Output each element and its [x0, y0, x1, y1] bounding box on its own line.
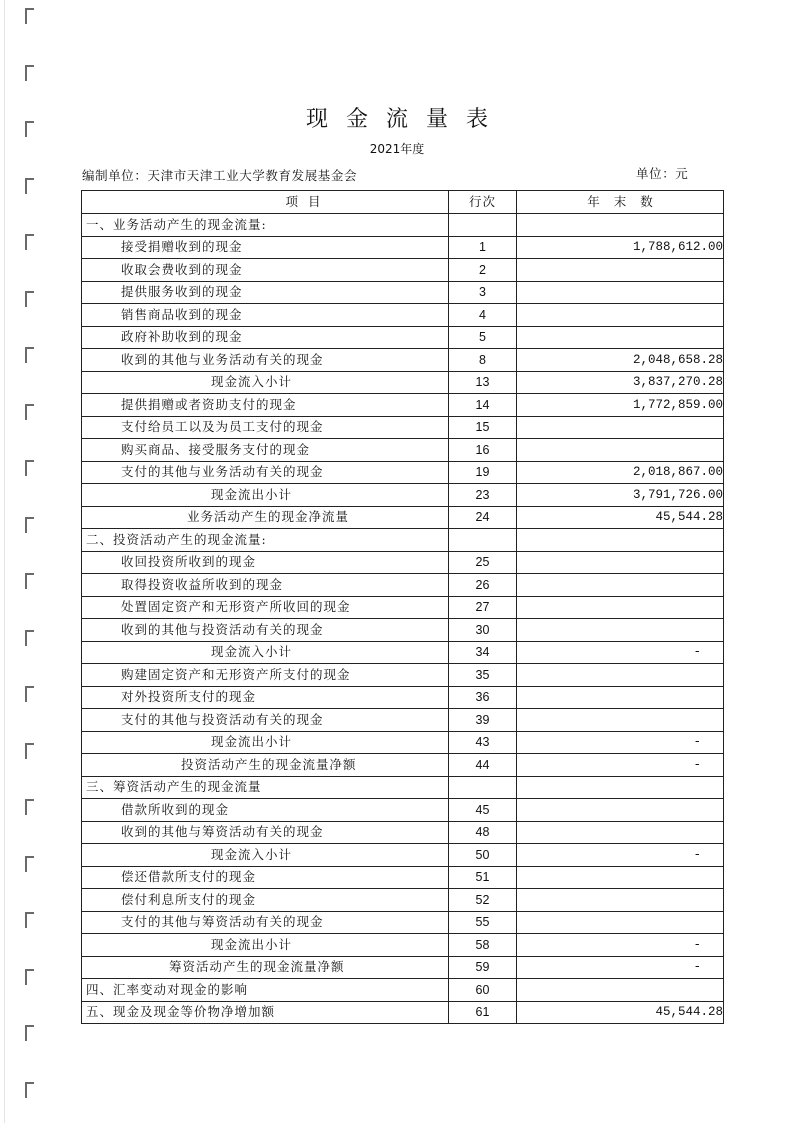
binding-mark: [25, 1082, 34, 1098]
row-line-number: 35: [449, 664, 517, 687]
row-line-number: 24: [449, 506, 517, 529]
table-row: [82, 304, 724, 327]
table-row: [82, 686, 724, 709]
row-amount: 2,048,658.28: [517, 349, 724, 372]
table-row: [82, 866, 724, 889]
table-row: [82, 371, 724, 394]
binding-mark: [25, 404, 34, 420]
row-amount: [517, 821, 724, 844]
table-row: [82, 394, 724, 417]
row-item-label: 收到的其他与业务活动有关的现金: [82, 349, 449, 372]
row-item-label: 政府补助收到的现金: [82, 326, 449, 349]
table-row: [82, 281, 724, 304]
row-amount: [517, 304, 724, 327]
row-amount: [517, 574, 724, 597]
row-amount: [517, 979, 724, 1002]
binding-mark: [25, 460, 34, 476]
row-amount: 45,544.28: [517, 1001, 724, 1024]
row-line-number: 13: [449, 371, 517, 394]
table-row: [82, 641, 724, 664]
row-item-label: 支付的其他与筹资活动有关的现金: [82, 911, 449, 934]
table-header-row: [82, 191, 724, 214]
row-item-label: 偿还借款所支付的现金: [82, 866, 449, 889]
binding-mark: [25, 347, 34, 363]
table-row: [82, 934, 724, 957]
row-amount: [517, 911, 724, 934]
table-row: [82, 664, 724, 687]
net-flow-label: 投资活动产生的现金流量净额: [82, 754, 449, 777]
row-line-number: 60: [449, 979, 517, 1002]
row-item-label: 处置固定资产和无形资产所收回的现金: [82, 596, 449, 619]
row-item-label: 购买商品、接受服务支付的现金: [82, 439, 449, 462]
table-row: [82, 911, 724, 934]
table-row: [82, 821, 724, 844]
row-amount: -: [517, 934, 724, 957]
row-line-number: 23: [449, 484, 517, 507]
row-item-label: 借款所收到的现金: [82, 799, 449, 822]
subtotal-label: 现金流出小计: [82, 731, 449, 754]
binding-mark: [25, 856, 34, 872]
binding-mark: [25, 969, 34, 985]
row-line-number: 50: [449, 844, 517, 867]
row-amount: [517, 709, 724, 732]
binding-mark: [25, 630, 34, 646]
row-item-label: 销售商品收到的现金: [82, 304, 449, 327]
scan-edge-shadow: [4, 0, 5, 1123]
subtotal-label: 现金流出小计: [82, 934, 449, 957]
row-line-number: 2: [449, 259, 517, 282]
table-row: [82, 349, 724, 372]
row-amount: [517, 551, 724, 574]
row-line-number: 58: [449, 934, 517, 957]
table-row: [82, 889, 724, 912]
row-line-number: 44: [449, 754, 517, 777]
statement-period: 2021年度: [369, 142, 425, 156]
binding-mark: [25, 178, 34, 194]
binding-mark: [25, 1025, 34, 1041]
row-line-number: 26: [449, 574, 517, 597]
row-amount: [517, 686, 724, 709]
row-line-number: 27: [449, 596, 517, 619]
binding-mark: [25, 234, 34, 250]
table-row: [82, 979, 724, 1002]
row-line-number: 5: [449, 326, 517, 349]
binding-mark: [25, 8, 34, 24]
currency-unit-label: 单位：元: [636, 166, 689, 181]
row-item-label: 取得投资收益所收到的现金: [82, 574, 449, 597]
row-line-number: 43: [449, 731, 517, 754]
column-header-line-number: 行次: [449, 191, 517, 214]
subtotal-label: 现金流入小计: [82, 844, 449, 867]
row-amount: 45,544.28: [517, 506, 724, 529]
table-row: [82, 506, 724, 529]
section-heading: 三、筹资活动产生的现金流量: [82, 776, 449, 799]
row-line-number: [449, 776, 517, 799]
row-amount: 3,791,726.00: [517, 484, 724, 507]
table-row: [82, 619, 724, 642]
row-line-number: 1: [449, 236, 517, 259]
row-amount: [517, 416, 724, 439]
row-amount: -: [517, 641, 724, 664]
table-row: [82, 754, 724, 777]
row-line-number: 39: [449, 709, 517, 732]
row-amount: [517, 866, 724, 889]
row-line-number: 34: [449, 641, 517, 664]
table-row: [82, 326, 724, 349]
table-row: [82, 731, 724, 754]
subtotal-label: 现金流出小计: [82, 484, 449, 507]
row-amount: [517, 889, 724, 912]
table-row: [82, 416, 724, 439]
subtotal-label: 现金流入小计: [82, 371, 449, 394]
row-line-number: 8: [449, 349, 517, 372]
binding-mark: [25, 573, 34, 589]
row-line-number: 4: [449, 304, 517, 327]
row-item-label: 对外投资所支付的现金: [82, 686, 449, 709]
row-line-number: 36: [449, 686, 517, 709]
binding-mark: [25, 743, 34, 759]
row-line-number: 52: [449, 889, 517, 912]
row-line-number: 3: [449, 281, 517, 304]
row-amount: [517, 439, 724, 462]
row-item-label: 接受捐赠收到的现金: [82, 236, 449, 259]
row-amount: 2,018,867.00: [517, 461, 724, 484]
section-heading: 四、汇率变动对现金的影响: [82, 979, 449, 1002]
table-row: [82, 484, 724, 507]
net-flow-label: 筹资活动产生的现金流量净额: [82, 956, 449, 979]
row-line-number: 55: [449, 911, 517, 934]
cash-flow-table: [81, 190, 724, 1024]
binding-mark: [25, 686, 34, 702]
row-line-number: [449, 529, 517, 552]
row-amount: [517, 326, 724, 349]
table-row: [82, 529, 724, 552]
row-line-number: 14: [449, 394, 517, 417]
table-row: [82, 799, 724, 822]
row-amount: [517, 529, 724, 552]
row-amount: [517, 776, 724, 799]
table-row: [82, 259, 724, 282]
table-row: [82, 574, 724, 597]
table-row: [82, 1001, 724, 1024]
row-amount: 1,772,859.00: [517, 394, 724, 417]
row-amount: 1,788,612.00: [517, 236, 724, 259]
table-row: [82, 439, 724, 462]
binding-mark: [25, 912, 34, 928]
table-row: [82, 956, 724, 979]
binding-mark: [25, 65, 34, 81]
row-item-label: 提供服务收到的现金: [82, 281, 449, 304]
row-amount: [517, 281, 724, 304]
row-line-number: [449, 214, 517, 237]
binding-mark: [25, 799, 34, 815]
row-line-number: 59: [449, 956, 517, 979]
row-item-label: 提供捐赠或者资助支付的现金: [82, 394, 449, 417]
row-line-number: 30: [449, 619, 517, 642]
column-header-item: 项目: [82, 191, 449, 214]
binding-marks: [25, 8, 34, 1098]
row-amount: [517, 214, 724, 237]
table-row: [82, 709, 724, 732]
net-flow-label: 业务活动产生的现金净流量: [82, 506, 449, 529]
row-line-number: 15: [449, 416, 517, 439]
row-amount: [517, 619, 724, 642]
section-heading: 一、业务活动产生的现金流量:: [82, 214, 449, 237]
table-row: [82, 776, 724, 799]
row-amount: 3,837,270.28: [517, 371, 724, 394]
table-row: [82, 596, 724, 619]
row-item-label: 收回投资所收到的现金: [82, 551, 449, 574]
row-item-label: 支付的其他与业务活动有关的现金: [82, 461, 449, 484]
column-header-year-end-amount: 年末数: [517, 191, 724, 214]
table-row: [82, 214, 724, 237]
section-heading: 五、现金及现金等价物净增加额: [82, 1001, 449, 1024]
row-item-label: 收到的其他与投资活动有关的现金: [82, 619, 449, 642]
row-item-label: 支付的其他与投资活动有关的现金: [82, 709, 449, 732]
row-amount: -: [517, 844, 724, 867]
row-item-label: 购建固定资产和无形资产所支付的现金: [82, 664, 449, 687]
row-line-number: 45: [449, 799, 517, 822]
table-row: [82, 461, 724, 484]
binding-mark: [25, 517, 34, 533]
binding-mark: [25, 291, 34, 307]
statement-title: 现金流量表: [305, 107, 506, 132]
row-amount: [517, 259, 724, 282]
row-amount: [517, 664, 724, 687]
row-item-label: 收到的其他与筹资活动有关的现金: [82, 821, 449, 844]
row-amount: -: [517, 956, 724, 979]
row-amount: [517, 596, 724, 619]
row-line-number: 19: [449, 461, 517, 484]
row-amount: [517, 799, 724, 822]
row-line-number: 16: [449, 439, 517, 462]
row-item-label: 收取会费收到的现金: [82, 259, 449, 282]
table-row: [82, 236, 724, 259]
row-line-number: 25: [449, 551, 517, 574]
row-item-label: 支付给员工以及为员工支付的现金: [82, 416, 449, 439]
row-line-number: 48: [449, 821, 517, 844]
row-line-number: 61: [449, 1001, 517, 1024]
row-item-label: 偿付利息所支付的现金: [82, 889, 449, 912]
row-amount: -: [517, 731, 724, 754]
table-row: [82, 551, 724, 574]
row-amount: -: [517, 754, 724, 777]
row-line-number: 51: [449, 866, 517, 889]
section-heading: 二、投资活动产生的现金流量:: [82, 529, 449, 552]
table-row: [82, 844, 724, 867]
preparer-label: 编制单位：天津市天津工业大学教育发展基金会: [82, 168, 358, 183]
subtotal-label: 现金流入小计: [82, 641, 449, 664]
